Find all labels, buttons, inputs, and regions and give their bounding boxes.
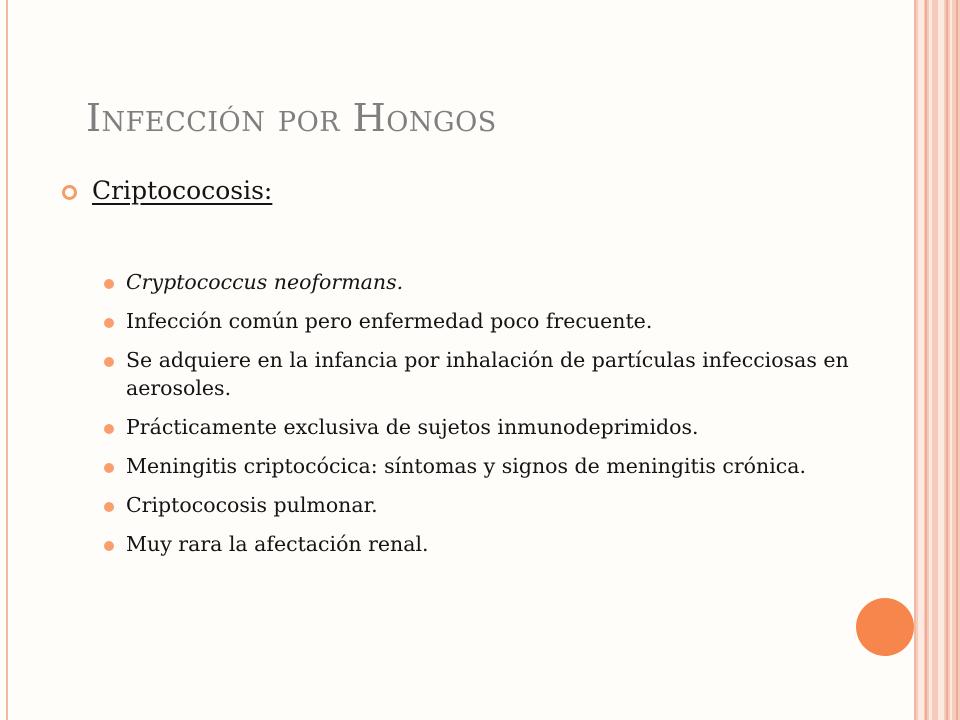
list-item-text: Prácticamente exclusiva de sujetos inmunodeprimidos. <box>126 415 699 439</box>
list-item <box>104 491 884 519</box>
dot-bullet-icon <box>104 502 114 512</box>
dot-bullet-icon <box>104 541 114 551</box>
dot-bullet-icon <box>104 357 114 367</box>
list-item <box>104 346 884 402</box>
list-item <box>104 530 884 558</box>
dot-bullet-icon <box>104 463 114 473</box>
topic-bullet <box>62 176 272 205</box>
accent-circle <box>856 598 914 656</box>
list-item-text: Infección común pero enfermedad poco frecuente. <box>126 309 653 333</box>
list-item-text: Se adquiere en la infancia por inhalación de partículas infecciosas en aerosoles. <box>126 348 849 400</box>
dot-bullet-icon <box>104 279 114 289</box>
list-item <box>104 268 884 296</box>
list-item <box>104 307 884 335</box>
list-item <box>104 452 884 480</box>
list-item-text: Criptococosis pulmonar. <box>126 493 378 517</box>
list-item-text: Muy rara la afectación renal. <box>126 532 429 556</box>
decorative-stripes <box>916 0 960 720</box>
slide-title: Infección por Hongos <box>86 96 497 140</box>
bullet-list <box>104 268 884 569</box>
list-item <box>104 413 884 441</box>
dot-bullet-icon <box>104 424 114 434</box>
ring-bullet-icon <box>62 185 77 200</box>
list-item-text: Meningitis criptocócica: síntomas y signos de meningitis crónica. <box>126 454 806 478</box>
topic-heading: Criptococosis: <box>92 176 273 205</box>
dot-bullet-icon <box>104 318 114 328</box>
list-item-text: Cryptococcus neoformans. <box>126 270 404 294</box>
